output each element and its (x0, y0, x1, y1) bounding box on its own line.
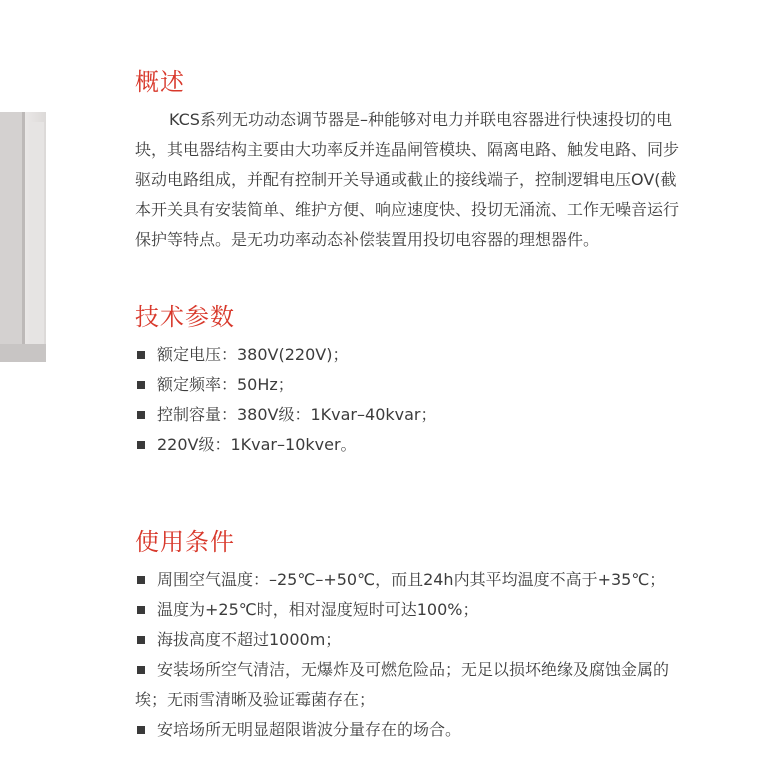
conditions-item-continuation: 埃；无雨雪清晰及验证霉菌存在； (135, 690, 376, 709)
main-content (135, 62, 777, 745)
params-title: 技术参数 (135, 303, 235, 331)
conditions-section (135, 522, 777, 745)
overview-body (135, 105, 777, 255)
conditions-item-text: 安培场所无明显超限谐波分量存在的场合。 (157, 720, 462, 739)
conditions-item (135, 715, 777, 745)
params-item: 控制容量：380V级：1Kvar–40kvar； (135, 400, 777, 430)
conditions-title: 使用条件 (135, 528, 235, 556)
conditions-item (135, 655, 777, 715)
params-section (135, 297, 777, 460)
overview-line: 本开关具有安装简单、维护方便、响应速度快、投切无涌流、工作无噪音运行 (135, 200, 680, 219)
conditions-list (135, 565, 777, 745)
overview-line: 保护等特点。是无功功率动态补偿装置用投切电容器的理想器件。 (135, 230, 600, 249)
conditions-item-text: 安装场所空气清洁，无爆炸及可燃危险品；无足以损坏绝缘及腐蚀金属的 (157, 660, 670, 679)
params-item: 额定电压：380V(220V)； (135, 340, 777, 370)
params-list (135, 340, 777, 460)
conditions-item-text: 周围空气温度：–25℃–+50℃，而且24h内其平均温度不高于+35℃； (157, 570, 666, 589)
conditions-item-text: 温度为+25℃时，相对湿度短时可达100%； (157, 600, 479, 619)
params-item: 220V级：1Kvar–10kver。 (135, 430, 777, 460)
overview-line: 块，其电器结构主要由大功率反并连晶闸管模块、隔离电路、触发电路、同步 (135, 140, 680, 159)
conditions-item-text: 海拔高度不超过1000m； (157, 630, 342, 649)
conditions-item (135, 595, 777, 625)
conditions-item (135, 565, 777, 595)
conditions-item (135, 625, 777, 655)
overview-title: 概述 (135, 68, 185, 96)
params-item: 额定频率：50Hz； (135, 370, 777, 400)
product-image (0, 112, 46, 362)
overview-line: 驱动电路组成，并配有控制开关导通或截止的接线端子，控制逻辑电压OV(截 (135, 170, 677, 189)
overview-section (135, 62, 777, 255)
overview-line: KCS系列无功动态调节器是–种能够对电力并联电容器进行快速投切的电 (169, 110, 672, 129)
